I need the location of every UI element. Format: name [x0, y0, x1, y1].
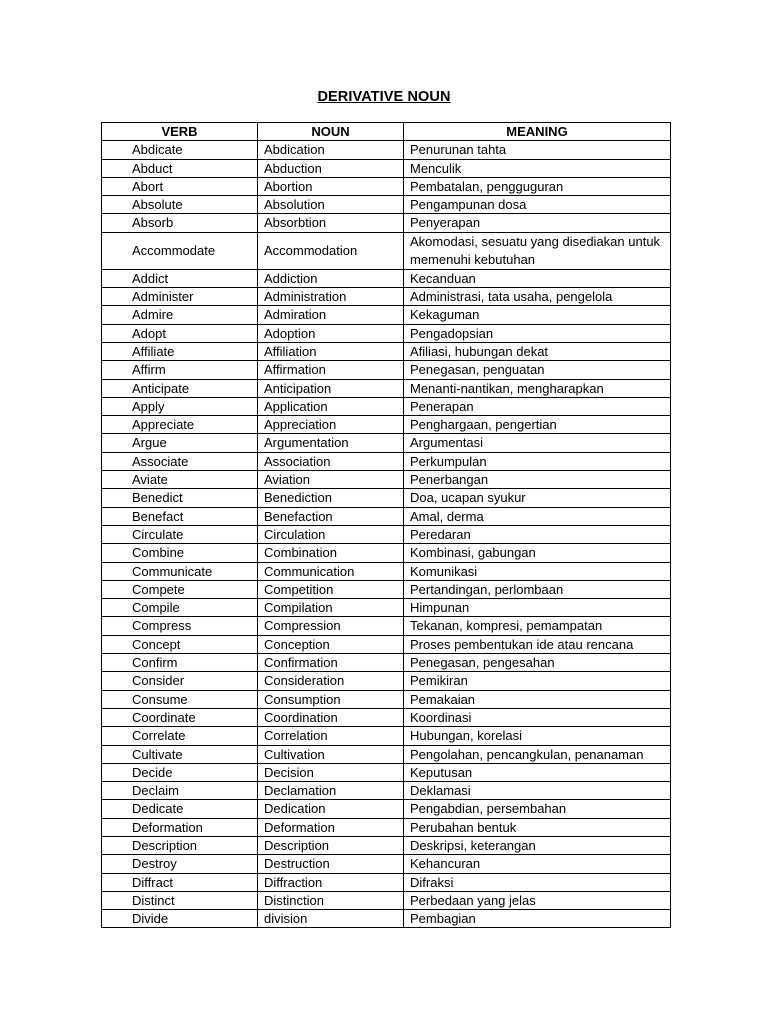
noun-cell: Destruction	[258, 855, 404, 873]
meaning-cell: Kecanduan	[404, 269, 671, 287]
noun-cell: Abdication	[258, 141, 404, 159]
verb-cell: Associate	[102, 452, 258, 470]
header-verb: VERB	[102, 123, 258, 141]
table-row	[102, 855, 671, 873]
verb-cell: Communicate	[102, 562, 258, 580]
meaning-cell: Penegasan, pengesahan	[404, 654, 671, 672]
meaning-cell: Pemakaian	[404, 690, 671, 708]
verb-cell: Dedicate	[102, 800, 258, 818]
verb-cell: Absorb	[102, 214, 258, 232]
meaning-cell: Doa, ucapan syukur	[404, 489, 671, 507]
table-body	[102, 141, 671, 928]
table-row	[102, 416, 671, 434]
meaning-cell: Pembagian	[404, 910, 671, 928]
derivative-noun-table	[101, 122, 671, 928]
meaning-cell: Penghargaan, pengertian	[404, 416, 671, 434]
verb-cell: Accommodate	[102, 232, 258, 269]
noun-cell: Description	[258, 836, 404, 854]
noun-cell: Coordination	[258, 708, 404, 726]
meaning-cell: Deskripsi, keterangan	[404, 836, 671, 854]
noun-cell: Application	[258, 397, 404, 415]
verb-cell: Admire	[102, 306, 258, 324]
meaning-cell: Menculik	[404, 159, 671, 177]
verb-cell: Apply	[102, 397, 258, 415]
noun-cell: Accommodation	[258, 232, 404, 269]
table-row	[102, 599, 671, 617]
table-row	[102, 635, 671, 653]
verb-cell: Distinct	[102, 891, 258, 909]
table-row	[102, 471, 671, 489]
verb-cell: Appreciate	[102, 416, 258, 434]
table-row	[102, 177, 671, 195]
noun-cell: Combination	[258, 544, 404, 562]
table-row	[102, 269, 671, 287]
header-meaning: MEANING	[404, 123, 671, 141]
verb-cell: Compress	[102, 617, 258, 635]
meaning-cell: Argumentasi	[404, 434, 671, 452]
table-row	[102, 580, 671, 598]
meaning-cell: Penerapan	[404, 397, 671, 415]
verb-cell: Adopt	[102, 324, 258, 342]
verb-cell: Diffract	[102, 873, 258, 891]
noun-cell: Benediction	[258, 489, 404, 507]
noun-cell: Abduction	[258, 159, 404, 177]
verb-cell: Abort	[102, 177, 258, 195]
table-row	[102, 544, 671, 562]
noun-cell: Competition	[258, 580, 404, 598]
meaning-cell: Perubahan bentuk	[404, 818, 671, 836]
meaning-cell: Penerbangan	[404, 471, 671, 489]
noun-cell: Adoption	[258, 324, 404, 342]
meaning-cell: Peredaran	[404, 525, 671, 543]
table-row	[102, 727, 671, 745]
verb-cell: Cultivate	[102, 745, 258, 763]
table-row	[102, 361, 671, 379]
table-row	[102, 562, 671, 580]
noun-cell: Affiliation	[258, 342, 404, 360]
verb-cell: Benefact	[102, 507, 258, 525]
table-row	[102, 379, 671, 397]
meaning-cell: Pengolahan, pencangkulan, penanaman	[404, 745, 671, 763]
noun-cell: Decision	[258, 763, 404, 781]
table-row	[102, 617, 671, 635]
meaning-cell: Penurunan tahta	[404, 141, 671, 159]
meaning-cell: Akomodasi, sesuatu yang disediakan untuk memenuhi kebutuhan	[404, 232, 671, 269]
noun-cell: Diffraction	[258, 873, 404, 891]
meaning-cell: Keputusan	[404, 763, 671, 781]
noun-cell: Communication	[258, 562, 404, 580]
verb-cell: Confirm	[102, 654, 258, 672]
verb-cell: Affiliate	[102, 342, 258, 360]
noun-cell: Administration	[258, 288, 404, 306]
noun-cell: Conception	[258, 635, 404, 653]
table-row	[102, 306, 671, 324]
verb-cell: Decide	[102, 763, 258, 781]
table-row	[102, 288, 671, 306]
noun-cell: Declamation	[258, 782, 404, 800]
verb-cell: Deformation	[102, 818, 258, 836]
noun-cell: Consumption	[258, 690, 404, 708]
noun-cell: Absolution	[258, 196, 404, 214]
meaning-cell: Tekanan, kompresi, pemampatan	[404, 617, 671, 635]
noun-cell: Deformation	[258, 818, 404, 836]
header-noun: NOUN	[258, 123, 404, 141]
table-row	[102, 672, 671, 690]
table-row	[102, 818, 671, 836]
verb-cell: Combine	[102, 544, 258, 562]
table-row	[102, 452, 671, 470]
verb-cell: Absolute	[102, 196, 258, 214]
verb-cell: Affirm	[102, 361, 258, 379]
meaning-cell: Afiliasi, hubungan dekat	[404, 342, 671, 360]
table-row	[102, 434, 671, 452]
noun-cell: Anticipation	[258, 379, 404, 397]
verb-cell: Destroy	[102, 855, 258, 873]
meaning-cell: Deklamasi	[404, 782, 671, 800]
meaning-cell: Administrasi, tata usaha, pengelola	[404, 288, 671, 306]
meaning-cell: Pengadopsian	[404, 324, 671, 342]
table-header-row	[102, 123, 671, 141]
noun-cell: Confirmation	[258, 654, 404, 672]
meaning-cell: Menanti-nantikan, mengharapkan	[404, 379, 671, 397]
noun-cell: Association	[258, 452, 404, 470]
meaning-cell: Perkumpulan	[404, 452, 671, 470]
table-row	[102, 873, 671, 891]
noun-cell: Argumentation	[258, 434, 404, 452]
meaning-cell: Difraksi	[404, 873, 671, 891]
meaning-cell: Pembatalan, pengguguran	[404, 177, 671, 195]
meaning-cell: Himpunan	[404, 599, 671, 617]
table-row	[102, 910, 671, 928]
meaning-cell: Kombinasi, gabungan	[404, 544, 671, 562]
noun-cell: Benefaction	[258, 507, 404, 525]
noun-cell: Addiction	[258, 269, 404, 287]
table-row	[102, 397, 671, 415]
verb-cell: Argue	[102, 434, 258, 452]
noun-cell: Compression	[258, 617, 404, 635]
verb-cell: Description	[102, 836, 258, 854]
meaning-cell: Pertandingan, perlombaan	[404, 580, 671, 598]
noun-cell: Correlation	[258, 727, 404, 745]
table-row	[102, 654, 671, 672]
meaning-cell: Kehancuran	[404, 855, 671, 873]
meaning-cell: Perbedaan yang jelas	[404, 891, 671, 909]
table-row	[102, 324, 671, 342]
verb-cell: Addict	[102, 269, 258, 287]
table-row	[102, 708, 671, 726]
table-row	[102, 690, 671, 708]
meaning-cell: Pengabdian, persembahan	[404, 800, 671, 818]
table-row	[102, 141, 671, 159]
table-row	[102, 525, 671, 543]
meaning-cell: Koordinasi	[404, 708, 671, 726]
verb-cell: Compete	[102, 580, 258, 598]
noun-cell: Distinction	[258, 891, 404, 909]
meaning-cell: Kekaguman	[404, 306, 671, 324]
verb-cell: Declaim	[102, 782, 258, 800]
table-row	[102, 489, 671, 507]
noun-cell: Consideration	[258, 672, 404, 690]
table-row	[102, 159, 671, 177]
noun-cell: Cultivation	[258, 745, 404, 763]
meaning-cell: Hubungan, korelasi	[404, 727, 671, 745]
meaning-cell: Pengampunan dosa	[404, 196, 671, 214]
meaning-cell: Penegasan, penguatan	[404, 361, 671, 379]
meaning-cell: Proses pembentukan ide atau rencana	[404, 635, 671, 653]
table-row	[102, 891, 671, 909]
verb-cell: Coordinate	[102, 708, 258, 726]
verb-cell: Anticipate	[102, 379, 258, 397]
verb-cell: Aviate	[102, 471, 258, 489]
verb-cell: Consume	[102, 690, 258, 708]
table-row	[102, 214, 671, 232]
verb-cell: Administer	[102, 288, 258, 306]
noun-cell: Circulation	[258, 525, 404, 543]
table-row	[102, 196, 671, 214]
page-title: DERIVATIVE NOUN	[317, 89, 451, 105]
noun-cell: Admiration	[258, 306, 404, 324]
verb-cell: Concept	[102, 635, 258, 653]
noun-cell: Dedication	[258, 800, 404, 818]
noun-cell: Aviation	[258, 471, 404, 489]
noun-cell: Appreciation	[258, 416, 404, 434]
table-row	[102, 232, 671, 269]
verb-cell: Abduct	[102, 159, 258, 177]
noun-cell: division	[258, 910, 404, 928]
verb-cell: Abdicate	[102, 141, 258, 159]
verb-cell: Consider	[102, 672, 258, 690]
noun-cell: Compilation	[258, 599, 404, 617]
verb-cell: Benedict	[102, 489, 258, 507]
table-row	[102, 782, 671, 800]
verb-cell: Divide	[102, 910, 258, 928]
table-row	[102, 800, 671, 818]
table-row	[102, 763, 671, 781]
noun-cell: Absorbtion	[258, 214, 404, 232]
meaning-cell: Amal, derma	[404, 507, 671, 525]
noun-cell: Affirmation	[258, 361, 404, 379]
table-row	[102, 342, 671, 360]
verb-cell: Circulate	[102, 525, 258, 543]
table-row	[102, 507, 671, 525]
meaning-cell: Komunikasi	[404, 562, 671, 580]
verb-cell: Correlate	[102, 727, 258, 745]
meaning-cell: Pemikiran	[404, 672, 671, 690]
noun-cell: Abortion	[258, 177, 404, 195]
table-row	[102, 745, 671, 763]
verb-cell: Compile	[102, 599, 258, 617]
table-row	[102, 836, 671, 854]
meaning-cell: Penyerapan	[404, 214, 671, 232]
